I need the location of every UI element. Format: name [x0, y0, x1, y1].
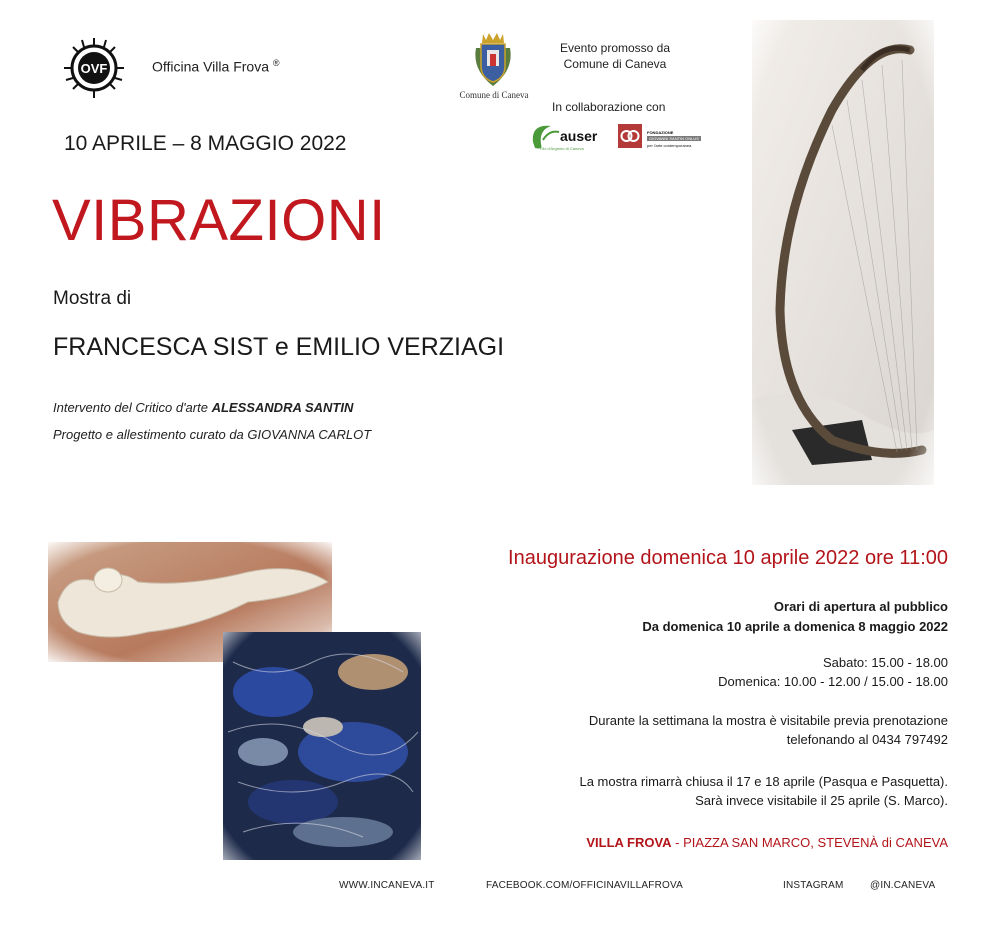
closure-notice-line1: La mostra rimarrà chiusa il 17 e 18 aprile (Pasqua e Pasquetta). — [579, 774, 948, 789]
critic-name: ALESSANDRA SANTIN — [211, 400, 354, 415]
saturday-hours: Sabato: 15.00 - 18.00 — [822, 655, 948, 670]
fondazione-line1: FONDAZIONE — [647, 130, 674, 135]
sunday-hours: Domenica: 10.00 - 12.00 / 15.00 - 18.00 — [718, 674, 948, 689]
promoted-by-line2: Comune di Caneva — [563, 57, 667, 71]
opening-hours-title: Orari di apertura al pubblico — [773, 599, 948, 614]
critic-credit — [53, 400, 353, 415]
ovf-logo-text: OVF — [80, 61, 108, 76]
fondazione-logo — [618, 124, 642, 148]
harp-sculpture-image — [752, 20, 934, 485]
organizer-name — [152, 58, 280, 75]
ovf-logo — [62, 36, 126, 100]
inauguration-notice: Inaugurazione domenica 10 aprile 2022 ore 11:00 — [508, 547, 948, 569]
venue-address — [586, 835, 948, 850]
artists-names: FRANCESCA SIST e EMILIO VERZIAGI — [53, 333, 505, 361]
instagram-label: INSTAGRAM — [783, 880, 844, 891]
organizer-name-text: Officina Villa Frova — [152, 58, 269, 75]
weekday-visit-line1: Durante la settimana la mostra è visitabile previa prenotazione — [588, 713, 948, 728]
curator-name: GIOVANNA CARLOT — [247, 427, 372, 442]
instagram-handle-link[interactable]: @IN.CANEVA — [870, 880, 936, 891]
facebook-link[interactable]: FACEBOOK.COM/OFFICINAVILLAFROVA — [486, 880, 683, 891]
curator-credit — [53, 427, 371, 442]
fondazione-line3: per l'arte contemporanea — [647, 143, 692, 148]
exhibition-title: VIBRAZIONI — [52, 188, 386, 253]
critic-prefix: Intervento del Critico d'arte — [53, 400, 212, 415]
venue-name: VILLA FROVA — [586, 835, 672, 850]
event-dates: 10 APRILE – 8 MAGGIO 2022 — [64, 132, 347, 155]
website-link[interactable]: WWW.INCANEVA.IT — [339, 880, 435, 891]
promoted-by-line1: Evento promosso da — [559, 41, 671, 55]
venue-location: - PIAZZA SAN MARCO, STEVENÀ di CANEVA — [671, 835, 948, 850]
registered-mark: ® — [272, 58, 280, 68]
fondazione-line2: GIOVANNI SANTIN ONLUS — [649, 136, 699, 141]
crest-caption: Comune di Caneva — [459, 90, 529, 100]
auser-subtitle: Filo d'Argento di Caneva — [540, 146, 584, 151]
exhibition-subtitle: Mostra di — [53, 288, 132, 309]
opening-hours-range: Da domenica 10 aprile a domenica 8 maggio 2022 — [642, 619, 948, 634]
textile-artwork-image — [223, 632, 421, 860]
closure-notice-line2: Sarà invece visitabile il 25 aprile (S. Marco). — [695, 793, 948, 808]
collaboration-label: In collaborazione con — [552, 100, 666, 114]
auser-name: auser — [560, 128, 598, 144]
comune-crest-icon — [470, 30, 516, 88]
weekday-visit-line2: telefonando al 0434 797492 — [786, 732, 948, 747]
curator-prefix: Progetto e allestimento curato da — [53, 427, 248, 442]
